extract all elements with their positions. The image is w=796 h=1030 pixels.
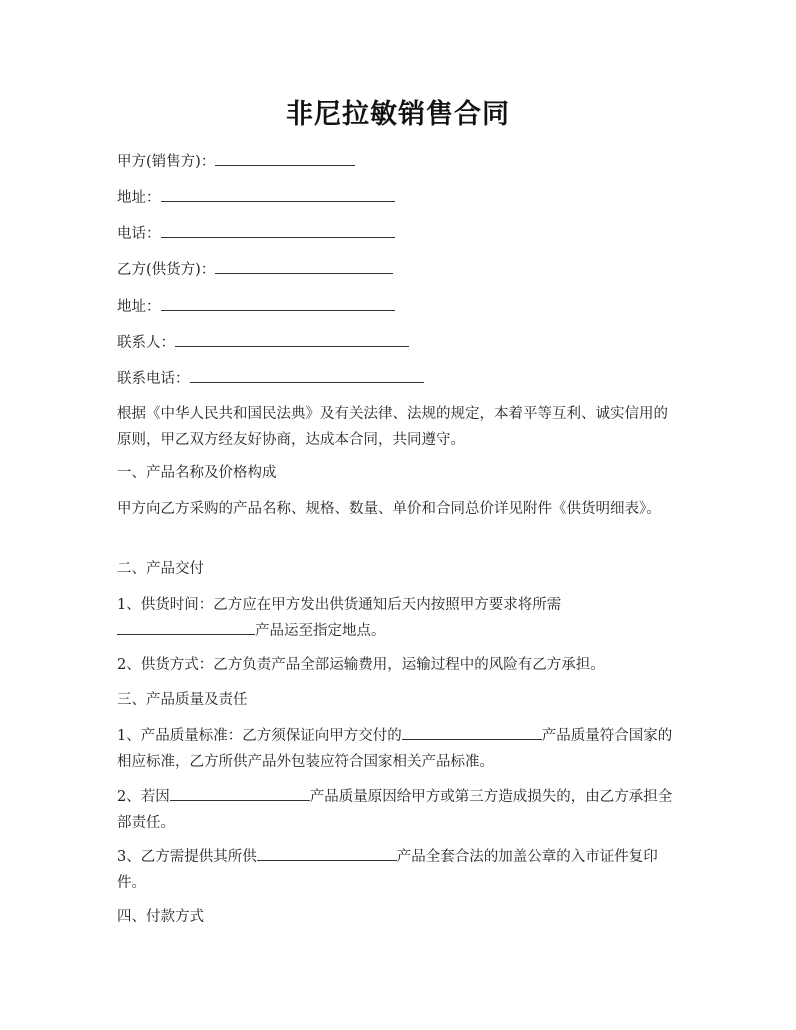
section-3-item-1 <box>117 723 682 775</box>
section-3-heading: 三、产品质量及责任 <box>117 692 248 708</box>
s3-item2-blank <box>170 786 310 801</box>
section-1-body: 甲方向乙方采购的产品名称、规格、数量、单价和合同总价详见附件《供货明细表》。 <box>117 501 661 517</box>
section-2-item-2: 2、供货方式：乙方负责产品全部运输费用，运输过程中的风险有乙方承担。 <box>117 657 605 673</box>
s3-item3-blank <box>257 846 397 861</box>
section-2-heading: 二、产品交付 <box>117 561 204 577</box>
contact-person-blank <box>175 332 409 347</box>
party-b-address-label: 地址： <box>117 299 161 315</box>
party-a-label: 甲方(销售方)： <box>117 154 216 170</box>
s2-item1-blank <box>117 620 255 635</box>
party-a-address-blank <box>161 187 395 202</box>
party-b-address-blank <box>161 296 395 311</box>
party-a-address-label: 地址： <box>117 190 161 206</box>
party-a-blank <box>215 151 355 166</box>
contact-person-label: 联系人： <box>117 335 175 351</box>
s3-item1-blank <box>402 725 542 740</box>
s3-item1-text-start: 1、产品质量标准：乙方须保证向甲方交付的 <box>117 728 402 744</box>
party-a-address-line <box>117 186 395 210</box>
preamble-paragraph: 根据《中华人民共和国民法典》及有关法律、法规的规定，本着平等互利、诚实信用的原则，甲乙双方经友好协商，达成本合同，共同遵守。 <box>117 406 668 448</box>
section-3-item-2 <box>117 784 682 836</box>
document-title: 非尼拉敏销售合同 <box>286 99 510 130</box>
party-a-phone-label: 电话： <box>117 226 161 242</box>
party-a-phone-line <box>117 222 395 246</box>
party-b-blank <box>215 259 393 274</box>
section-2-item-1 <box>117 592 682 644</box>
s3-item3-text-start: 3、乙方需提供其所供 <box>117 849 257 865</box>
section-1-heading: 一、产品名称及价格构成 <box>117 465 277 481</box>
s2-item1-text-end: 产品运至指定地点。 <box>255 623 386 639</box>
party-a-line <box>117 150 355 174</box>
party-b-address-line <box>117 295 395 319</box>
party-b-label: 乙方(供货方)： <box>117 262 216 278</box>
party-b-line <box>117 258 393 282</box>
contact-phone-blank <box>190 368 424 383</box>
section-4-heading: 四、付款方式 <box>117 909 204 925</box>
s2-item1-text-start: 1、供货时间：乙方应在甲方发出供货通知后天内按照甲方要求将所需 <box>117 597 562 613</box>
section-3-item-3 <box>117 844 682 896</box>
s3-item1-text-end: 产品质量符合国家的相应标准，乙方所供产品外包装应符合国家相关产品标准。 <box>117 728 673 770</box>
contact-phone-label: 联系电话： <box>117 371 190 387</box>
s3-item3-text-end: 产品全套合法的加盖公章的入市证件复印件。 <box>117 849 658 891</box>
party-a-phone-blank <box>161 223 395 238</box>
contact-phone-line <box>117 367 424 391</box>
s3-item2-text-start: 2、若因 <box>117 789 170 805</box>
s3-item2-text-end: 产品质量原因给甲方或第三方造成损失的，由乙方承担全部责任。 <box>117 789 673 831</box>
contact-person-line <box>117 331 409 355</box>
